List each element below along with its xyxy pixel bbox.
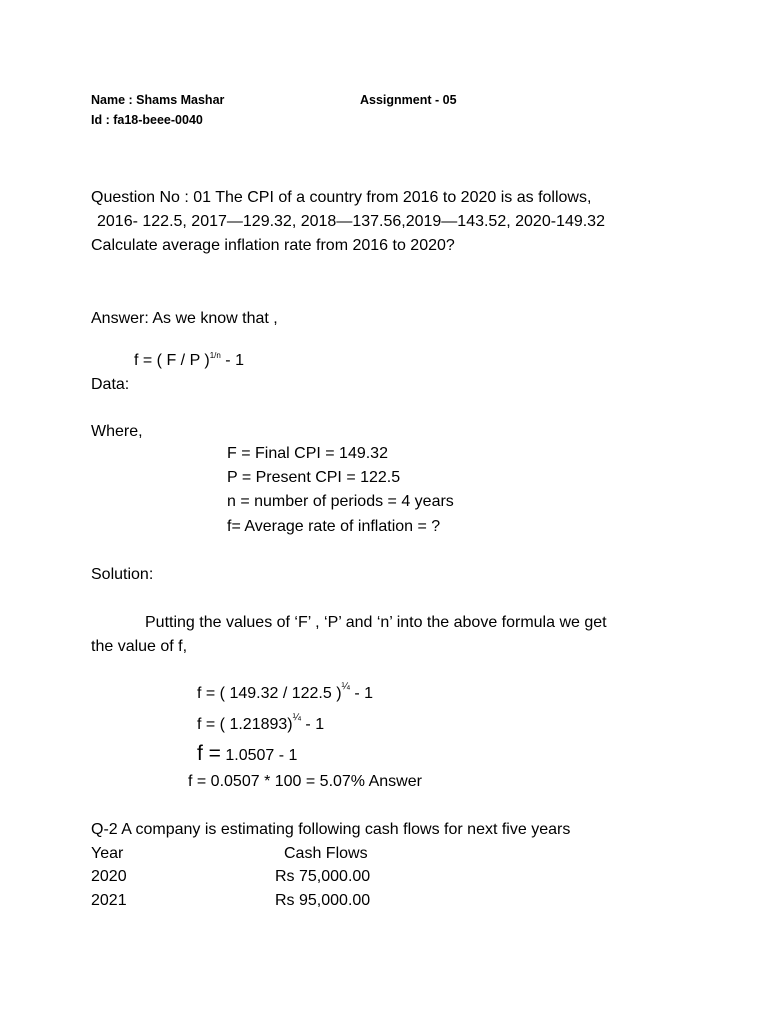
data-label: Data:	[91, 376, 130, 393]
cash-flow-row-amount: Rs 95,000.00	[275, 892, 371, 909]
step-1-exponent: ¼	[341, 681, 350, 692]
step-2-tail: - 1	[300, 716, 325, 733]
solution-step-1	[197, 681, 374, 702]
student-id: Id : fa18-beee-0040	[91, 113, 203, 127]
question-1-line-3: Calculate average inflation rate from 2016 to 2020?	[91, 237, 455, 254]
cash-flow-row-year: 2021	[91, 892, 127, 909]
definition-present-cpi: P = Present CPI = 122.5	[227, 469, 401, 486]
where-label: Where,	[91, 423, 143, 440]
solution-text-line-2: the value of f,	[91, 638, 188, 655]
step-2-base: f = ( 1.21893)	[197, 716, 293, 733]
formula-exponent: 1/n	[209, 351, 221, 360]
cash-flow-row-amount: Rs 75,000.00	[275, 868, 371, 885]
step-2-exponent: ¼	[292, 712, 301, 723]
step-1-base: f = ( 149.32 / 122.5 )	[197, 685, 342, 702]
student-name: Name : Shams Mashar	[91, 93, 225, 107]
assignment-number: Assignment - 05	[360, 93, 457, 107]
formula-tail: - 1	[220, 352, 244, 369]
question-1-line-2: 2016- 122.5, 2017—129.32, 2018—137.56,2019—143.52, 2020-149.32	[97, 213, 605, 230]
inflation-formula	[134, 353, 244, 369]
cash-flow-col-cash: Cash Flows	[284, 845, 368, 862]
solution-step-4: f = 0.0507 * 100 = 5.07% Answer	[188, 773, 422, 790]
cash-flow-row-year: 2020	[91, 868, 127, 885]
cash-flow-col-year: Year	[91, 845, 124, 862]
solution-text-line-1: Putting the values of ‘F’ , ‘P’ and ‘n’ into the above formula we get	[145, 614, 607, 631]
definition-periods: n = number of periods = 4 years	[227, 493, 454, 510]
step-3-f: f =	[197, 742, 221, 765]
solution-step-2	[197, 712, 325, 733]
step-1-tail: - 1	[349, 685, 374, 702]
step-3-rest: 1.0507 - 1	[220, 747, 298, 764]
formula-base: f = ( F / P )	[134, 352, 210, 369]
question-1-line-1: Question No : 01 The CPI of a country from 2016 to 2020 is as follows,	[91, 189, 592, 206]
solution-label: Solution:	[91, 566, 154, 583]
definition-final-cpi: F = Final CPI = 149.32	[227, 445, 388, 462]
solution-step-3	[197, 743, 297, 764]
definition-inflation-rate: f= Average rate of inflation = ?	[227, 518, 441, 535]
question-2-line-1: Q-2 A company is estimating following cash flows for next five years	[91, 821, 571, 838]
answer-intro: Answer: As we know that ,	[91, 310, 278, 327]
